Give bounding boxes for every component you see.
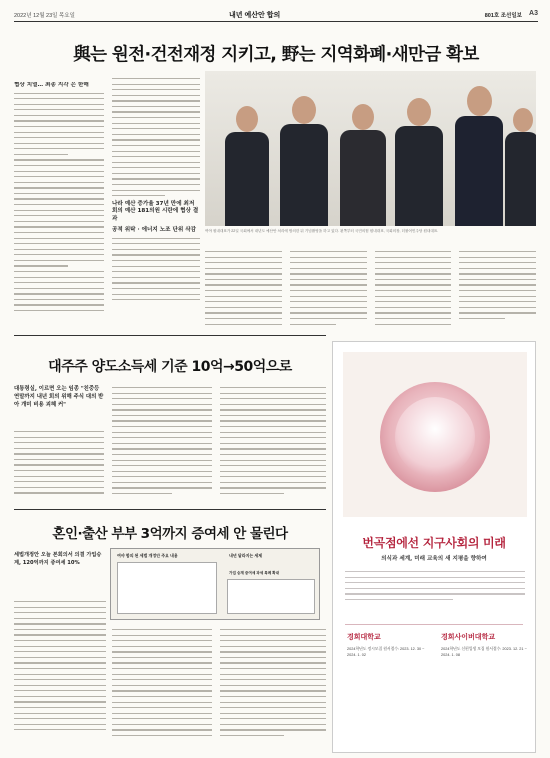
top-rule <box>14 21 538 22</box>
story-3-col-3 <box>220 626 326 750</box>
section-rule-2 <box>14 509 326 510</box>
main-headline: 與는 원전·건전재정 지키고, 野는 지역화폐·새만금 확보 <box>73 45 479 65</box>
body-text-under-photo <box>205 248 536 333</box>
ad-divider <box>345 624 523 625</box>
table-title-1: 여야 합의 된 세법 개정안 주요 내용 <box>117 553 178 558</box>
photo-caption: 여야 원내대표가 22일 국회에서 내년도 예산안 처리에 합의한 뒤 기념촬영을 하고 있다. 왼쪽부터 국민의힘 원내대표, 국회의장, 더불어민주당 원내대표. <box>205 229 439 233</box>
table-title-3: 가업 승계 증여세 과세 특례 확대 <box>229 571 280 575</box>
table-box-right <box>227 579 315 614</box>
university-advertisement[interactable] <box>332 341 536 753</box>
story-2-lead: 대통령실, 이르면 오는 임종 "친중등 연말까지 내년 회의 위해 주식 대의 받아 개미 비용 괴혜 커" <box>14 386 104 408</box>
subhead-2: 나라 예산 증가율 37년 만에 최저 회의 예산 181의원 시란에 협상 결과 <box>112 200 199 222</box>
section-title: 내년 예산안 합의 <box>229 12 281 19</box>
university-info-2: 2024학년도 신편입생 모집 원서접수: 2023. 12. 21 ~ 2024. 1. 08 <box>441 647 527 657</box>
story-3-col-1 <box>14 598 106 750</box>
person-2 <box>280 96 328 226</box>
person-6 <box>505 108 536 226</box>
university-name-2: 경희사이버대학교 <box>441 633 496 641</box>
ad-subtitle: 의식과 세계, 미래 교육의 새 지평을 향하여 <box>381 556 487 562</box>
story-3-col-2 <box>112 626 212 750</box>
university-name-1: 경희대학교 <box>347 633 381 641</box>
ad-plate-inner <box>395 397 475 477</box>
university-info-1: 2024학년도 정시모집 원서접수: 2023. 12. 30 ~ 2024. 1. 02 <box>347 647 425 657</box>
section-rule-1 <box>14 335 326 336</box>
story-3-headline: 혼인·출산 부부 3억까지 증여세 안 물린다 <box>52 526 288 542</box>
person-4 <box>395 98 443 226</box>
ad-title: 번곡점에선 지구사회의 미래 <box>362 536 506 550</box>
story-2-col-3 <box>220 384 326 506</box>
story-2-headline: 대주주 양도소득세 기준 10억→50억으로 <box>48 359 292 375</box>
left-column-2 <box>112 76 200 332</box>
subhead-3: 공적 위탁 · 에너지 노조 단위 삭감 <box>112 227 197 234</box>
story-2-col-1 <box>14 428 104 506</box>
table-box-left <box>117 562 217 614</box>
person-1 <box>225 106 269 226</box>
news-photo <box>205 71 536 226</box>
person-3 <box>340 104 386 226</box>
story-3-lead: 세법개정안 오늘 본회의서 의결 가업승계, 120억까지 증여세 10% <box>14 552 102 566</box>
person-5 <box>455 86 503 226</box>
left-column-1 <box>14 82 104 332</box>
page-number: A3 <box>529 10 538 17</box>
subhead-1: 협상 치열… 최종 지각 은 한해 <box>14 82 89 88</box>
table-title-2: 내년 달라지는 세제 <box>229 553 263 558</box>
issue-date: 2022년 12월 23일 목요일 <box>14 13 75 19</box>
tax-info-box <box>110 548 320 620</box>
ad-artwork <box>343 352 527 517</box>
story-2-col-2 <box>112 384 212 506</box>
masthead <box>14 8 538 22</box>
ad-body-text <box>345 568 525 620</box>
paper-name: 801호 조선일보 <box>484 13 522 19</box>
